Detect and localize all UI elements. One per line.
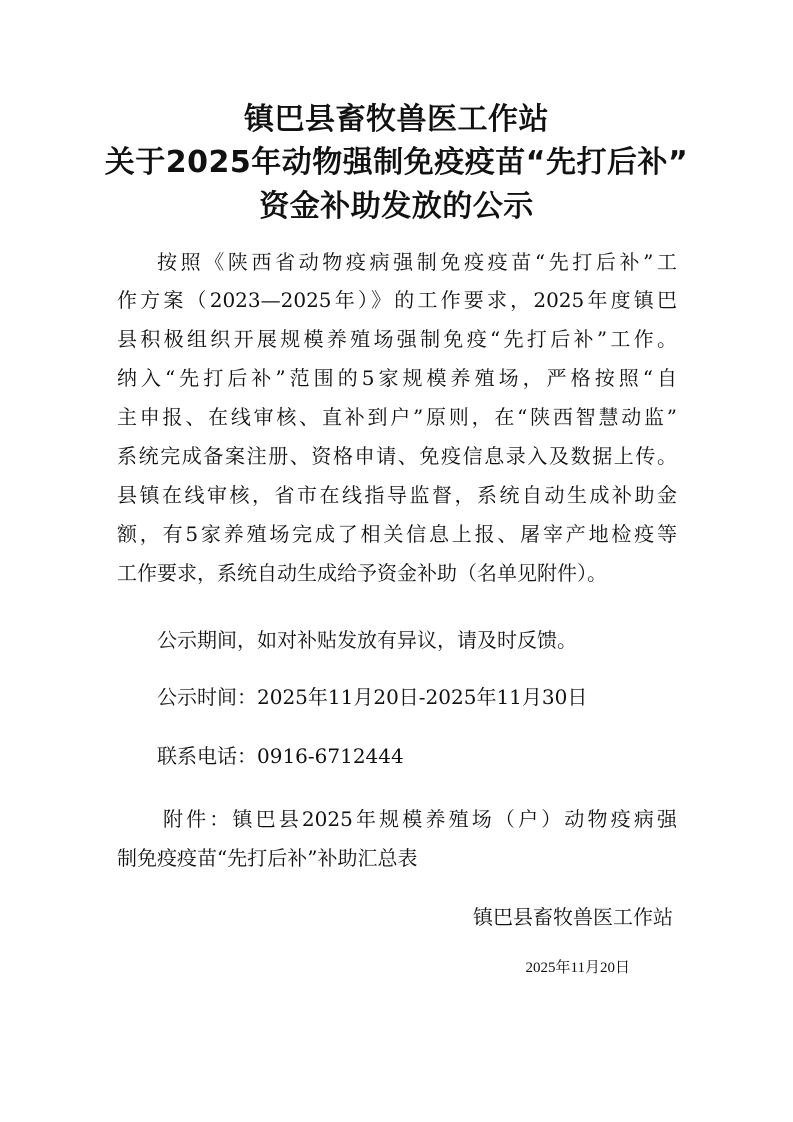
document-title-line-3: 资金补助发放的公示 <box>259 189 534 224</box>
attachment-line-1: 附件：镇巴县2025年规模养殖场（户）动物疫病强 <box>163 807 677 831</box>
contact-phone: 联系电话：0916-6712444 <box>157 744 404 768</box>
paragraph-1-line-7: 县镇在线审核，省市在线指导监督，系统自动生成补助金 <box>117 483 677 507</box>
paragraph-1-line-8: 额，有5家养殖场完成了相关信息上报、屠宰产地检疫等 <box>117 522 677 546</box>
paragraph-1-line-4: 纳入“先打后补”范围的5家规模养殖场，严格按照“自 <box>117 366 677 390</box>
signature-date: 2025年11月20日 <box>525 960 630 976</box>
notice-period: 公示期间，如对补贴发放有异议，请及时反馈。 <box>157 628 577 652</box>
paragraph-1-line-3: 县积极组织开展规模养殖场强制免疫“先打后补”工作。 <box>117 327 677 351</box>
paragraph-1-line-5: 主申报、在线审核、直补到户”原则，在“陕西智慧动监” <box>117 405 677 429</box>
signature-organization: 镇巴县畜牧兽医工作站 <box>473 905 673 929</box>
notice-time: 公示时间：2025年11月20日-2025年11月30日 <box>157 685 588 709</box>
paragraph-1-line-6: 系统完成备案注册、资格申请、免疫信息录入及数据上传。 <box>117 444 677 468</box>
paragraph-1-line-9: 工作要求，系统自动生成给予资金补助（名单见附件）。 <box>117 561 607 585</box>
document-title-line-1: 镇巴县畜牧兽医工作站 <box>244 102 549 137</box>
document-title-line-2: 关于2025年动物强制免疫疫苗“先打后补” <box>104 145 689 180</box>
paragraph-1-line-2: 作方案（2023—2025年）》的工作要求，2025年度镇巴 <box>117 288 677 312</box>
attachment-line-2: 制免疫疫苗“先打后补”补助汇总表 <box>117 846 418 870</box>
paragraph-1-line-1: 按照《陕西省动物疫病强制免疫疫苗“先打后补”工 <box>157 250 677 274</box>
